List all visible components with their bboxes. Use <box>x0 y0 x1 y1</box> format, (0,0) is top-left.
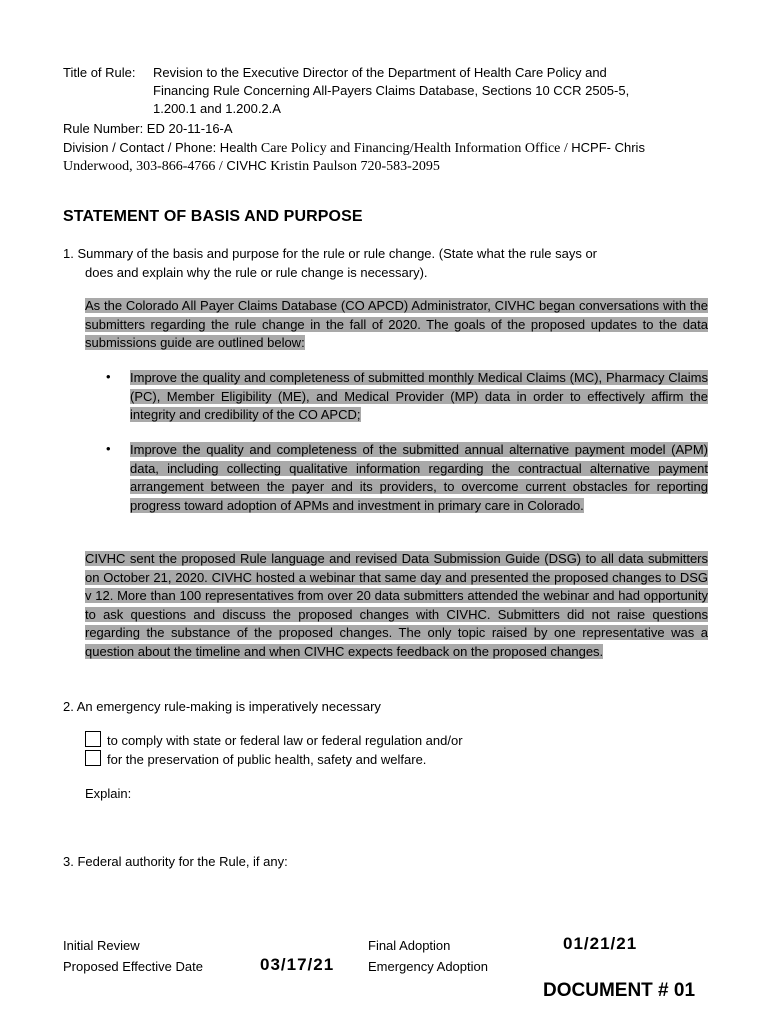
bullet-item-2 <box>130 441 708 515</box>
proposed-effective-date-value: 03/17/21 <box>260 955 335 974</box>
final-adoption-label: Final Adoption <box>368 938 451 953</box>
paragraph-goals-intro <box>85 297 708 353</box>
contact-prefix: Division / Contact / Phone: Health <box>63 140 258 155</box>
paragraph-webinar <box>85 550 708 662</box>
bullet-item-2-text: Improve the quality and completeness of the submitted annual alternative payment model (APM) data, including collecting qualitative information regarding the contractual alternative payment arrangement between the payer and its providers, to overcome current obstacles for reporting progress toward adoption of APMs and investment in primary care in Colorado. <box>130 442 708 513</box>
checkbox-state-federal-law[interactable] <box>85 731 101 747</box>
final-adoption-date-value: 01/21/21 <box>563 934 638 953</box>
contact-line-2 <box>63 157 440 176</box>
section-heading: STATEMENT OF BASIS AND PURPOSE <box>63 208 363 225</box>
contact-line-1 <box>63 139 645 158</box>
title-label: Title of Rule: <box>63 65 136 80</box>
contact-phone: Underwood, 303-866-4766 / <box>63 159 227 174</box>
rule-number: Rule Number: ED 20-11-16-A <box>63 121 233 136</box>
explain-label: Explain: <box>85 786 132 801</box>
title-line-3: 1.200.1 and 1.200.2.A <box>153 101 281 116</box>
contact-person: Kristin Paulson 720-583-2095 <box>266 159 440 174</box>
bullet-dot-1: • <box>106 369 111 384</box>
item-1-line-1: 1. Summary of the basis and purpose for the rule or rule change. (State what the rule says or <box>63 246 598 261</box>
checkbox-state-federal-law-label: to comply with state or federal law or federal regulation and/or <box>107 733 463 748</box>
item-3-text: 3. Federal authority for the Rule, if any: <box>63 854 288 869</box>
paragraph-webinar-text: CIVHC sent the proposed Rule language and revised Data Submission Guide (DSG) to all data submitters on October 21, 2020. CIVHC hosted a webinar that same day and presented the proposed changes to DSG v 12. More than 100 representatives from over 20 data submitters attended the webinar and had opportunity to ask questions and discuss the proposed changes with CIVHC. Submitters did not raise questions regarding the substance of the proposed changes. The only topic raised by one representative was a question about the timeline and when CIVHC expects feedback on the proposed changes. <box>85 551 708 659</box>
title-line-2: Financing Rule Concerning All-Payers Claims Database, Sections 10 CCR 2505-5, <box>153 83 630 98</box>
proposed-effective-date-label: Proposed Effective Date <box>63 959 203 974</box>
item-1-line-2: does and explain why the rule or rule change is necessary). <box>85 265 428 280</box>
checkbox-public-health[interactable] <box>85 750 101 766</box>
bullet-item-1-text: Improve the quality and completeness of submitted monthly Medical Claims (MC), Pharmacy Claims (PC), Member Eligibility (ME), and Medical Provider (MP) data in order to effectively affirm the integrity and credibility of the CO APCD; <box>130 370 708 423</box>
title-line-1: Revision to the Executive Director of the Department of Health Care Policy and <box>153 65 607 80</box>
bullet-item-1 <box>130 369 708 425</box>
paragraph-goals-intro-text: As the Colorado All Payer Claims Database (CO APCD) Administrator, CIVHC began conversations with the submitters regarding the rule change in the fall of 2020. The goals of the proposed updates to the data submissions guide are outlined below: <box>85 298 708 351</box>
document-number: DOCUMENT # 01 <box>543 980 696 1001</box>
emergency-adoption-label: Emergency Adoption <box>368 959 488 974</box>
contact-line-1-end: HCPF- Chris <box>571 140 645 155</box>
contact-division: Care Policy and Financing/Health Information Office / <box>257 141 572 156</box>
checkbox-public-health-label: for the preservation of public health, safety and welfare. <box>107 752 427 767</box>
bullet-dot-2: • <box>106 441 111 456</box>
contact-org: CIVHC <box>226 158 267 173</box>
initial-review-label: Initial Review <box>63 938 140 953</box>
item-2-text: 2. An emergency rule-making is imperatively necessary <box>63 699 381 714</box>
